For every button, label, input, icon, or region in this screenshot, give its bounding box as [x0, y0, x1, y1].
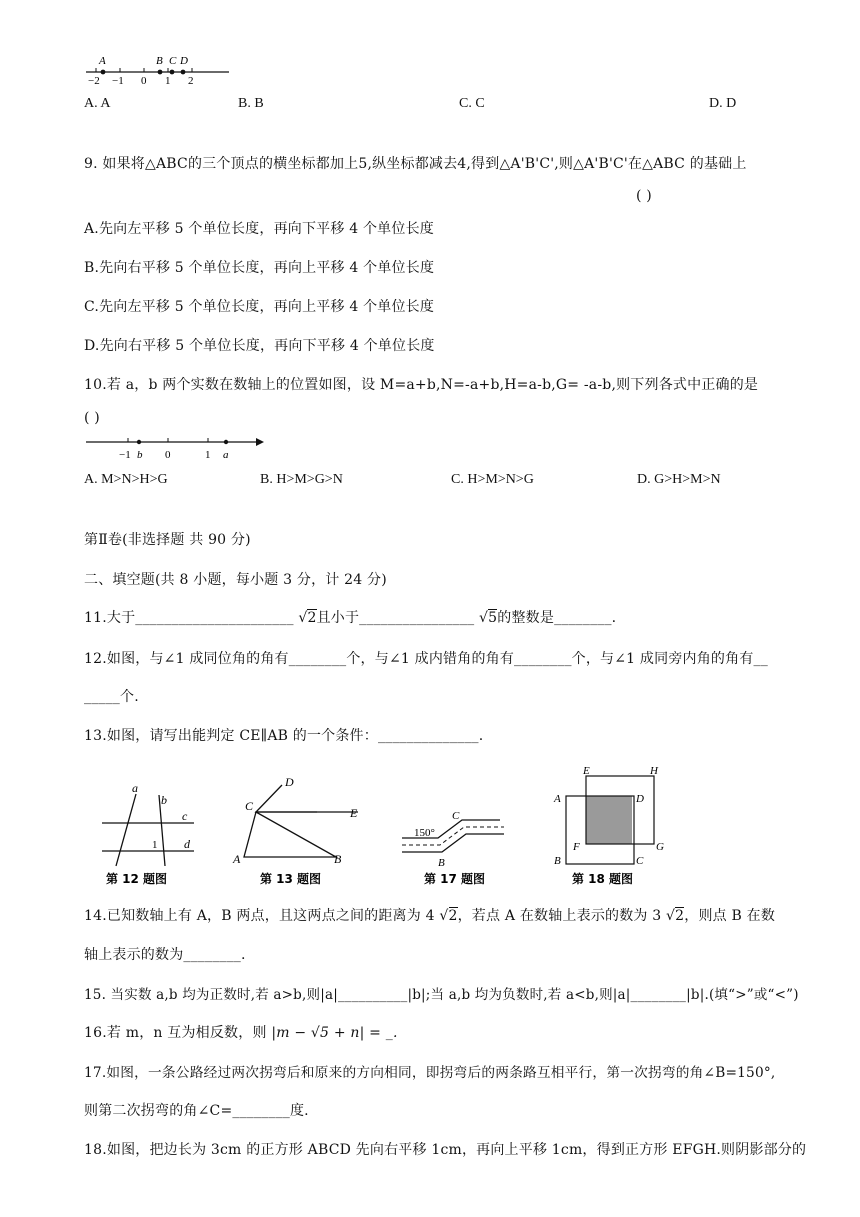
q8-option-b[interactable]: B. B [238, 96, 264, 111]
q8-option-a[interactable]: A. A [84, 96, 111, 111]
q16-expression[interactable]: |m − √5 + n| = _. [271, 1025, 398, 1041]
vertex-label: C [452, 810, 460, 822]
vertex-label: D [285, 775, 294, 789]
point-label: A [99, 55, 106, 67]
line-label: d [184, 837, 190, 851]
vertex-label: E [350, 806, 358, 820]
point-d-dot [181, 70, 186, 75]
tick-label: 0 [141, 75, 147, 86]
figures-row [84, 762, 784, 890]
vertex-label: C [245, 799, 254, 813]
q14-sqrt-radicand: 2 [675, 908, 685, 924]
point-b-dot [158, 70, 163, 75]
shaded-region [586, 796, 632, 844]
figure-18 [553, 765, 664, 886]
q11-text: 11.大于 [84, 610, 136, 626]
tick-label: 0 [165, 449, 171, 461]
q9-option-b[interactable]: B.先向右平移 5 个单位长度，再向上平移 4 个单位长度 [84, 260, 435, 276]
q10-option-c[interactable]: C. H>M>N>G [451, 472, 534, 487]
q10-answer-bracket[interactable]: ( ) [84, 410, 100, 426]
q12-line-2[interactable]: _____个. [84, 689, 139, 705]
figure-12 [102, 781, 194, 886]
tick-label: 1 [165, 75, 171, 86]
tick-label: 1 [205, 449, 211, 461]
q9-option-a[interactable]: A.先向左平移 5 个单位长度，再向下平移 4 个单位长度 [84, 221, 434, 237]
q14-text: ，则点 B 在数 [684, 908, 776, 924]
angle-label: 150° [414, 827, 435, 839]
vertex-label: A [554, 793, 561, 805]
figure-12-caption: 第 12 题图 [106, 872, 168, 886]
angle-label: 1 [152, 839, 158, 851]
q14-text: 14.已知数轴上有 A，B 两点，且这两点之间的距离为 4 [84, 908, 440, 924]
q9-option-c[interactable]: C.先向左平移 5 个单位长度，再向上平移 4 个单位长度 [84, 299, 435, 315]
figure-13 [232, 775, 358, 886]
q8-option-c[interactable]: C. C [459, 96, 485, 111]
point-c-dot [170, 70, 175, 75]
point-a-dot [101, 70, 106, 75]
q11-sqrt-radicand: 2 [307, 610, 317, 626]
point-label: B [156, 55, 163, 67]
q16-line[interactable] [84, 1022, 398, 1042]
line-label: b [161, 793, 167, 807]
q17-line-2[interactable]: 则第二次拐弯的角∠C=________度. [84, 1103, 309, 1119]
q11-line [84, 607, 616, 627]
q14-line-2[interactable]: 轴上表示的数为________. [84, 947, 246, 963]
vertex-label: G [656, 841, 664, 853]
q17-line-1: 17.如图，一条公路经过两次拐弯后和原来的方向相同，即拐弯后的两条路互相平行，第一次拐弯的角∠B=150°, [84, 1065, 776, 1081]
point-label: C [169, 55, 177, 67]
q11-blank-1[interactable]: ______________________ [135, 610, 294, 626]
q14-sqrt-radicand: 2 [448, 908, 458, 924]
q12-line-1[interactable]: 12.如图，与∠1 成同位角的角有________个，与∠1 成内错角的角有________个，与∠1 成同旁内角的角有__ [84, 651, 768, 667]
q8-number-line [84, 54, 234, 86]
q11-text: 且小于 [316, 610, 360, 626]
q14-text: ，若点 A 在数轴上表示的数为 3 [457, 908, 667, 924]
q10-option-a[interactable]: A. M>N>H>G [84, 472, 168, 487]
q10-option-b[interactable]: B. H>M>G>N [260, 472, 343, 487]
point-label: D [180, 55, 188, 67]
point-label: b [137, 449, 143, 461]
sqrt-symbol: √ [666, 908, 676, 924]
sqrt-symbol: √ [439, 908, 449, 924]
vertex-label: F [573, 841, 580, 853]
q14-line-1 [84, 905, 775, 925]
q9-answer-bracket[interactable]: ( ) [636, 188, 652, 204]
vertex-label: C [636, 855, 644, 867]
vertex-label: B [554, 855, 561, 867]
q11-sqrt-radicand: 5 [488, 610, 498, 626]
vertex-label: B [334, 852, 342, 866]
sqrt-symbol: √ [479, 610, 489, 626]
q13-text[interactable]: 13.如图，请写出能判定 CE∥AB 的一个条件：______________. [84, 728, 484, 744]
tick-label: −1 [119, 449, 131, 461]
q18-line-1: 18.如图，把边长为 3cm 的正方形 ABCD 先向右平移 1cm，再向上平移 1cm，得到正方形 EFGH.则阴影部分的 [84, 1142, 807, 1158]
section-subtitle: 二、填空题(共 8 小题，每小题 3 分，计 24 分) [84, 572, 387, 588]
figure-17-caption: 第 17 题图 [424, 872, 486, 886]
vertex-label: B [438, 857, 445, 869]
figure-17 [402, 810, 504, 886]
q16-text: 16.若 m，n 互为相反数，则 [84, 1025, 272, 1041]
q15-text[interactable]: 15. 当实数 a,b 均为正数时,若 a>b,则|a|__________|b|;当 a,b 均为负数时,若 a<b,则|a|________|b|.(填“>”或“<”) [84, 987, 799, 1003]
q10-number-line [84, 432, 274, 462]
line-label: c [182, 809, 188, 823]
figure-13-caption: 第 13 题图 [260, 872, 322, 886]
line-label: a [132, 781, 138, 795]
q11-text[interactable]: 的整数是________. [497, 610, 617, 626]
vertex-label: E [583, 765, 590, 777]
vertex-label: A [233, 852, 241, 866]
point-label: a [223, 449, 229, 461]
tick-label: −1 [112, 75, 124, 86]
vertex-label: D [636, 793, 644, 805]
tick-label: −2 [88, 75, 100, 86]
arrow-icon [256, 438, 264, 446]
sqrt-symbol: √ [298, 610, 308, 626]
vertex-label: H [650, 765, 658, 777]
q9-option-d[interactable]: D.先向右平移 5 个单位长度，再向下平移 4 个单位长度 [84, 338, 435, 354]
q8-option-d[interactable]: D. D [709, 96, 737, 111]
tick-label: 2 [188, 75, 194, 86]
point-a-dot [224, 440, 228, 444]
figure-18-caption: 第 18 题图 [572, 872, 634, 886]
section-title: 第Ⅱ卷(非选择题 共 90 分) [84, 532, 251, 548]
q9-stem: 9. 如果将△ABC的三个顶点的横坐标都加上5,纵坐标都减去4,得到△A'B'C',则△A'B'C'在△ABC 的基础上 [84, 156, 747, 172]
q10-stem: 10.若 a，b 两个实数在数轴上的位置如图，设 M=a+b,N=-a+b,H=a-b,G= -a-b,则下列各式中正确的是 [84, 377, 759, 393]
q11-blank-2[interactable]: ________________ [359, 610, 475, 626]
point-b-dot [137, 440, 141, 444]
q10-option-d[interactable]: D. G>H>M>N [637, 472, 721, 487]
